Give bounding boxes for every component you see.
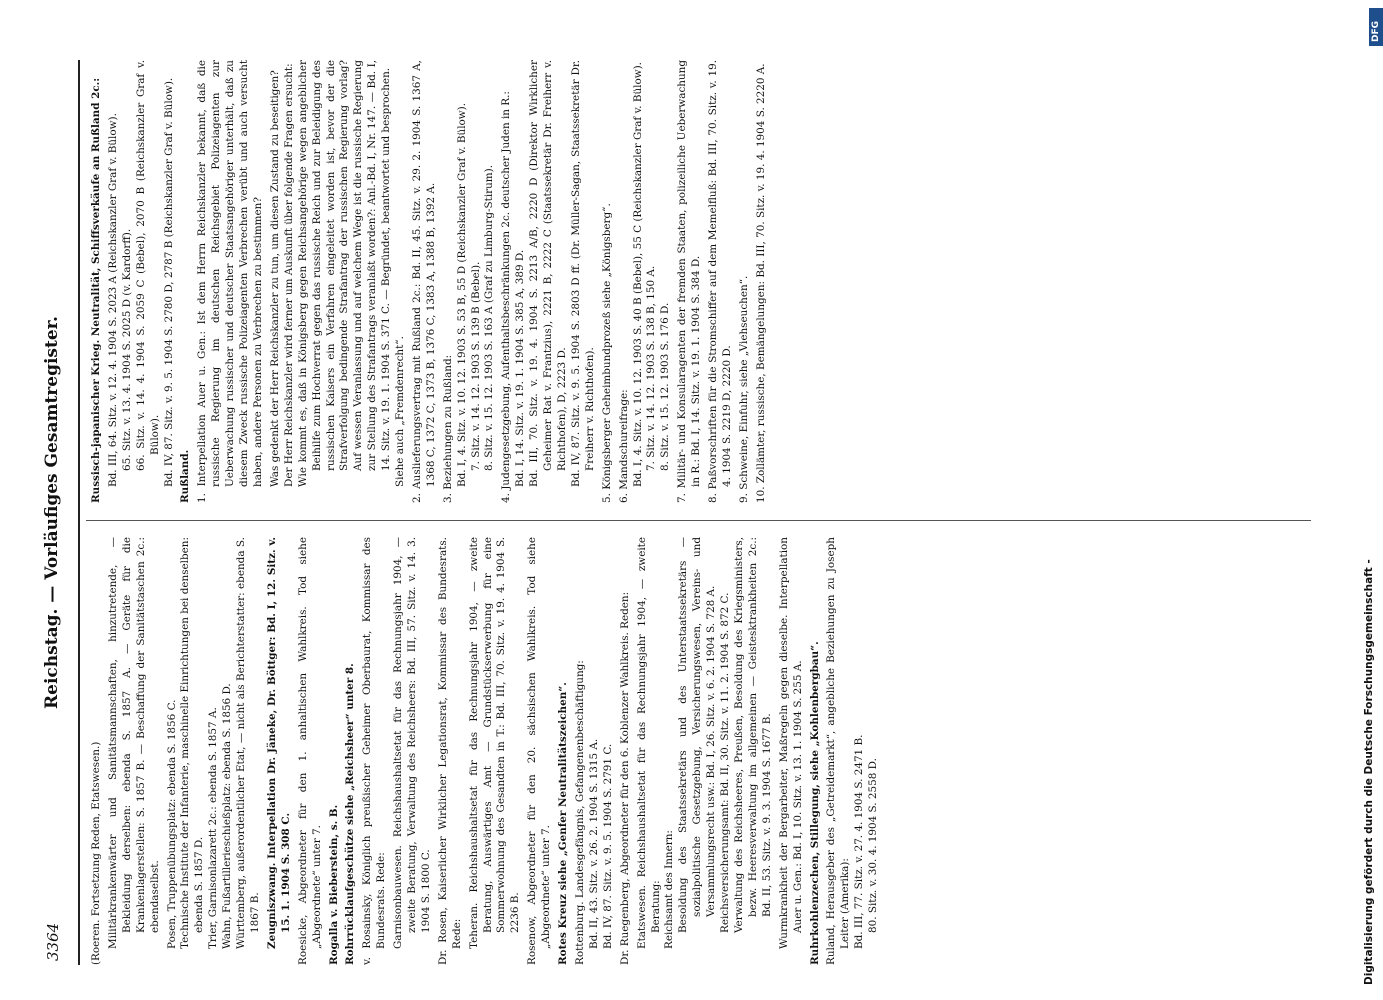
index-entry: 1. Interpellation Auer u. Gen.: Ist dem Herrn Reichskanzler bekannt, daß die russische Regierung im deutschen Reichsgebiet Polizeiagenten zur Ueberwachung russischer und deutscher Staatsangehöriger unterhält, daß zu diesem Zweck russische Polizeiagenten Verbrechen verübt und auch versucht haben, andere Personen zu Verbrechen zu bestimmen? [196,60,264,503]
left-column [90,537,884,965]
index-entry: 6. Mandschureifrage: [617,389,630,503]
index-entry: Wurmkrankheit der Bergarbeiter, Maßregeln gegen dieselbe. Interpellation Auer u. Gen.: Bd. I, 10. Sitz. v. 13. 1. 1904 S. 255 A. [777,537,804,949]
index-entry: 7. Sitz. v. 14. 12. 1903 S. 139 B (Bebel). [469,261,482,471]
index-entry: 8. Sitz. v. 15. 12. 1903 S. 176 D. [659,302,672,471]
index-entry: Russisch-japanischer Krieg. Neutralität, Schiffsverkäufe an Rußland 2c.: [90,77,102,503]
index-entry: 9. Schweine, Einfuhr, siehe „Viehseuchen“. [737,275,750,503]
index-entry: Reichsamt des Innern: [663,830,676,949]
index-entry: 2. Auslieferungsvertrag mit Rußland 2c.: Bd. II, 45. Sitz. v. 29. 2. 1904 S. 1367 A, 1368 C, 1372 C, 1373 B, 1376 C, 1383 A, 1388 B, 1392 A. [410,60,437,503]
index-entry: Rohrrücklaufgeschütze siehe „Reichsheer“ unter 8. [344,663,357,965]
index-entry: Trier, Garnisonlazarett 2c.: ebenda S. 1857 A. [207,707,220,949]
index-entry: Roesicke, Abgeordneter für den 1. anhaltischen Wahlkreis. Tod siehe „Abgeordnete“ unter 7. [296,537,323,965]
index-entry: Bd. I, 14. Sitz. v. 19. 1. 1904 S. 385 A, 389 D. [514,249,527,487]
index-entry: 3. Beziehungen zu Rußland: [441,354,454,503]
index-entry: Bd. I, 4. Sitz. v. 10. 12. 1903 S. 40 B (Bebel), 55 C (Reichskanzler Graf v. Bülow). [631,62,644,487]
index-entry: Garnisonbauwesen. Reichshaushaltsetat für das Rechnungsjahr 1904, — zweite Beratung, Verwaltung des Reichsheers: Bd. III, 57. Sitz. v. 14. 3. 1904 S. 1800 C. [392,537,432,949]
index-entry: Der Herr Reichskanzler wird ferner um Auskunft über folgende Fragen ersucht: [282,63,295,487]
index-entry: Ruhrkohlenzechen, Stillegung, siehe „Kohlenbergbau“. [808,641,821,965]
index-entry: Etatswesen. Reichshaushaltsetat für das Rechnungsjahr 1904, — zweite Beratung: [635,537,662,949]
index-entry: (Roeren. Fortsetzung Reden, Etatswesen.) [90,741,102,965]
digitization-note: Digitalisierung gefördert durch die Deutsche Forschungsgemeinschaft - [1363,559,1375,985]
index-entry: v. Rosainsky, Königlich preußischer Geheimer Oberbaurat, Kommissar des Bundesrats. Rede: [361,537,388,965]
index-entry: Wie kommt es, daß in Königsberg gegen Reichsangehörige wegen angeblicher Beihilfe zum Hochverrat gegen das russische Reich und zur Beleidigung des russischen Kaisers ein Verfahren eingeleitet worden ist, bevor der die Strafverfolgung bedingende Strafantrag der russischen Regierung vorlag? Auf wessen Veranlassung und auf welchem Wege ist die russische Regierung zur Stellung des Strafantrags veranlaßt worden?: Anl.-Bd. I, Nr. 147. — Bd. I, 14. Sitz. v. 19. 1. 1904 S. 371 C. — Begründet, beantwortet und besprochen. [296,60,393,487]
index-entry: Zeugniszwang. Interpellation Dr. Jäneke, Dr. Böttger: Bd. I, 12. Sitz. v. 15. 1. 1904 S. 308 C. [265,537,292,949]
index-entry: 5. Königsberger Geheimbundprozeß siehe „Königsberg“. [600,203,613,503]
index-entry: Technische Institute der Infanterie, maschinelle Einrichtungen bei denselben: ebenda S. 1857 D. [179,537,206,949]
index-entry: 8. Paßvorschriften für die Stromschiffer auf dem Memelfluß: Bd. III, 70. Sitz. v. 19. 4. 1904 S. 2219 D, 2220 D. [707,60,733,503]
index-entry: Was gedenkt der Herr Reichskanzler zu tun, um diesen Zustand zu beseitigen? [268,70,281,487]
index-entry: Militärkrankenwärter und Sanitätsmannschaften, hinzutretende, — Bekleidung derselben: ebenda S. 1857 A. — Geräte für die Krankenlagerstellen: S. 1857 B. — Beschaffung der Sanitätstaschen 2c.: ebendaselbst. [106,537,161,949]
dfg-logo-text: DFG [1371,20,1381,42]
running-head: Reichstag. — Vorläufiges Gesamtregister. [42,316,62,709]
index-entry: Rotes Kreuz siehe „Genfer Neutralitätszeichen“. [557,682,570,965]
dfg-logo [1369,8,1383,46]
page-number: 3364 [44,922,62,961]
header-rule [78,60,80,965]
index-entry: Siehe auch „Fremdenrecht“. [394,336,407,487]
index-entry: 10. Zollämter, russische, Bemängelungen: Bd. III, 70. Sitz. v. 19. 4. 1904 S. 2220 A. [754,63,767,503]
page-header [40,60,74,965]
index-entry: Bd. IV, 87. Sitz. v. 9. 5. 1904 S. 2780 D, 2787 B (Reichskanzler Graf v. Bülow). [162,77,175,487]
index-entry: Posen, Truppenübungsplatz: ebenda S. 1856 C. [165,699,178,949]
index-entry: 66. Sitz. v. 14. 4. 1904 S. 2059 C (Bebel), 2070 B (Reichskanzler Graf v. Bülow). [134,60,161,471]
index-entry: Bd. II, 43. Sitz. v. 26. 2. 1904 S. 1315 A. [587,738,600,949]
index-entry: 4. Judengesetzgebung, Aufenthaltsbeschränkungen 2c. deutscher Juden in R.: [500,91,513,503]
index-entry: 7. Sitz. v. 14. 12. 1903 S. 138 B, 150 A. [645,265,658,471]
index-entry: Reichsversicherungsamt: Bd. II, 30. Sitz. v. 11. 2. 1904 S. 872 C. [719,592,732,933]
index-entry: 7. Militär- und Konsularagenten der fremden Staaten, polizeiliche Ueberwachung in R.: Bd. I, 14. Sitz. v. 19. 1. 1904 S. 384 D. [676,60,703,503]
index-entry: Rottenburg. Landesgefängnis, Gefangenenbeschäftigung: [574,660,586,965]
index-entry: 80. Sitz. v. 30. 4. 1904 S. 2558 D. [867,758,880,933]
index-entry: Rosenow, Abgeordneter für den 20. sächsischen Wahlkreis. Tod siehe „Abgeordnete“ unter 7. [526,537,553,965]
index-entry: Bd. IV, 87. Sitz. v. 9. 5. 1904 S. 2803 D ff. (Dr. Müller-Sagan, Staatssekretär Dr. Freiherr v. Richthofen). [569,60,596,487]
index-entry: Bd. III, 77. Sitz. v. 27. 4. 1904 S. 2471 B. [853,734,866,949]
index-entry: Ruland, Herausgeber des „Getreidemarkt“, angebliche Beziehungen zu Joseph Leiter (Amerika): [825,537,852,965]
index-entry: Bd. IV, 87. Sitz. v. 9. 5. 1904 S. 2791 C. [601,743,614,949]
index-entry: Dr. Ruegenberg, Abgeordneter für den 6. Koblenzer Wahlkreis. Reden: [618,591,631,965]
index-entry: Wahn, Fußartillerieschießplatz: ebenda S. 1856 D. [221,683,234,949]
index-entry: Besoldung des Staatssekretärs und des Unterstaatssekretärs — sozialpolitische Gesetzgebung, Versicherungswesen, Vereins- und Versammlungsrecht usw.: Bd. I, 26. Sitz. v. 6. 2. 1904 S. 728 A. [677,537,718,933]
index-entry: Teheran. Reichshaushaltsetat für das Rechnungsjahr 1904, — zweite Beratung, Auswärtiges Amt — Grundstückserwerbung für eine Sommerwohnung des Gesandten in T.: Bd. III, 70. Sitz. v. 19. 4. 1904 S. 2236 B. [467,537,522,949]
column-separator [86,520,1311,521]
index-entry: Bd. III, 70. Sitz. v. 19. 4. 1904 S. 2213 A/B, 2220 D (Direktor Wirklicher Geheimer Rat v. Frantzius), 2221 B, 2222 C (Staatssekretär Dr. Freiherr v. Richthofen), D, 2223 D. [528,60,568,487]
index-entry: Dr. Rosen, Kaiserlicher Wirklicher Legationsrat, Kommissar des Bundesrats. Rede: [436,537,463,965]
index-entry: Rogalla v. Bieberstein, s. B. [327,804,340,965]
index-entry: Württemberg, außerordentlicher Etat, — nicht als Berichterstatter: ebenda S. 1867 B. [235,537,261,949]
index-entry: Bd. I, 4. Sitz. v. 10. 12. 1903 S. 53 B, 55 D (Reichskanzler Graf v. Bülow). [455,102,468,487]
index-entry: 8. Sitz. v. 15. 12. 1903 S. 163 A (Graf zu Limburg-Stirum). [483,164,496,471]
index-entry: Verwaltung des Reichsheeres, Preußen, Besoldung des Kriegsministers, bezw. Heeresverwaltung im allgemeinen — Geistesktrankheiten 2c.: Bd. II, 53. Sitz. v. 9. 3. 1904 S. 1677 B. [732,537,773,933]
index-entry: Rußland. [179,449,192,503]
rotated-register-page [40,60,1325,965]
index-entry: Bd. III, 64. Sitz. v. 12. 4. 1904 S. 2023 A (Reichskanzler Graf v. Bülow). [106,113,119,487]
index-entry: 65. Sitz. v. 13. 4. 1904 S. 2025 D (v. Kardorff). [120,228,133,471]
right-column [90,60,772,503]
